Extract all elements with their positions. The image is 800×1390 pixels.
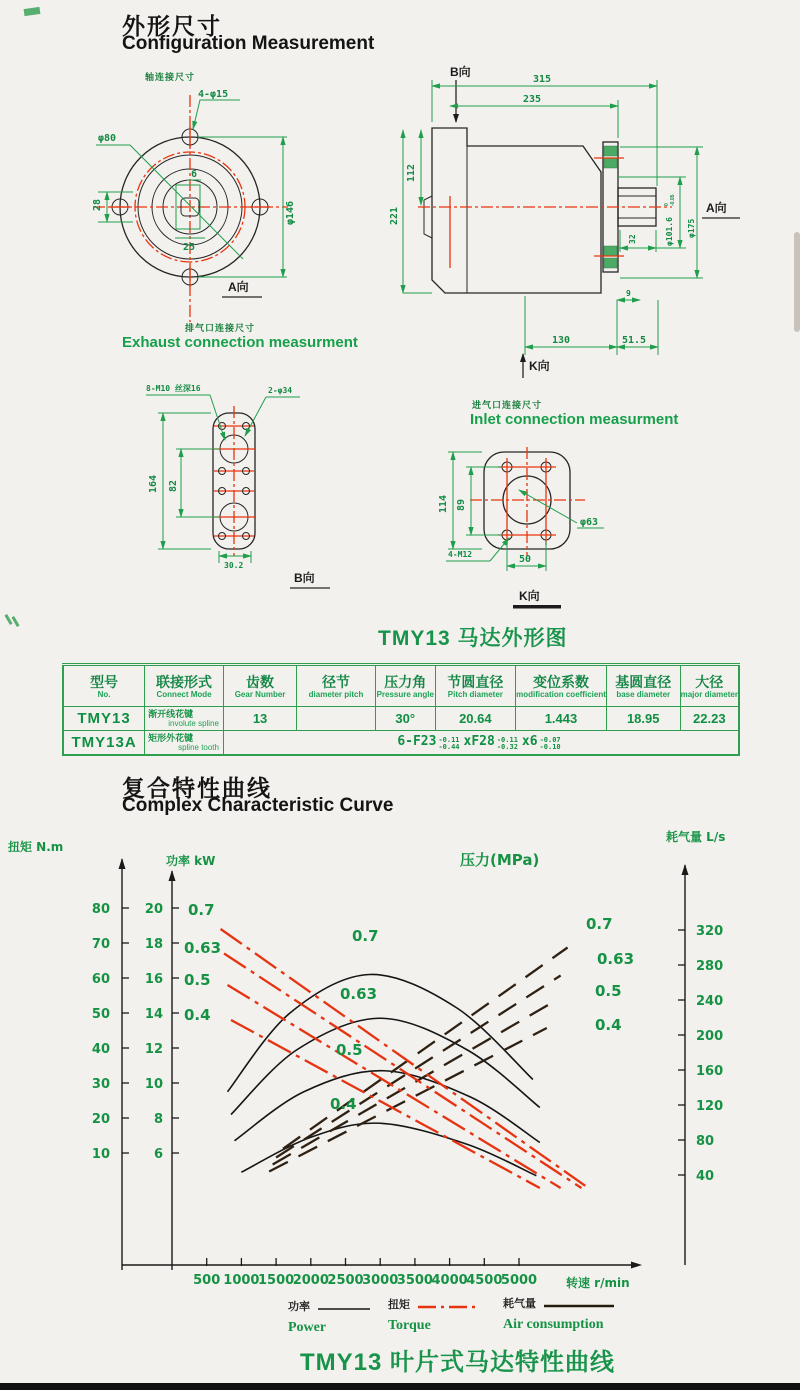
power-pressure-label: 0.63 xyxy=(340,985,378,1003)
power-pressure-label: 0.5 xyxy=(336,1041,363,1059)
torque-tick-label: 10 xyxy=(91,1147,110,1162)
air-tick-label: 200 xyxy=(696,1029,724,1044)
legend-power-line xyxy=(316,1305,372,1313)
pressure-axis-title: 压力(MPa) xyxy=(460,851,540,869)
view-label-b2: B向 xyxy=(294,571,315,585)
exhaust-label-en: Exhaust connection measurment xyxy=(122,334,358,351)
dim-bolt-holes: 4-φ15 xyxy=(198,89,229,100)
view-label-k2: K向 xyxy=(519,589,540,603)
spec-table xyxy=(62,663,740,756)
col-diameter-pitch: 径节 diameter pitch xyxy=(297,665,376,707)
power-tick-label: 20 xyxy=(144,902,163,917)
dim-inlet-threads: 4-M12 xyxy=(448,550,473,559)
dim-body-length: 235 xyxy=(523,94,542,105)
side-view xyxy=(389,64,740,378)
inlet-label-zh: 进气口连接尺寸 xyxy=(472,400,543,410)
shaft-connection-label: 轴连接尺寸 xyxy=(145,72,196,82)
front-view xyxy=(92,89,296,322)
axis-arrow xyxy=(169,870,176,881)
dim-inlet-pitch: 89 xyxy=(456,498,467,511)
section2-title-en: Complex Characteristic Curve xyxy=(122,795,394,816)
power-tick-label: 12 xyxy=(144,1042,163,1057)
axis-arrow xyxy=(682,864,689,875)
dim-spigot-tol-top: 0 xyxy=(664,203,670,206)
torque-pressure-label: 0.63 xyxy=(184,939,222,957)
torque-tick-label: 70 xyxy=(91,937,110,952)
torque-tick-label: 40 xyxy=(91,1042,110,1057)
dim-exhaust-length: 164 xyxy=(148,474,159,493)
col-connect-mode: 联接形式 Connect Mode xyxy=(145,665,224,707)
x-tick-label: 4500 xyxy=(466,1273,503,1288)
dim-exhaust-pitch: 82 xyxy=(168,479,179,492)
torque-pressure-label: 0.7 xyxy=(188,901,215,919)
table-row-tmy13a: TMY13A 矩形外花键 spline tooth 6-F23 -0.11 -0.44 xF28 -0.11 -0.32 x6 -0.07 -0.10 xyxy=(63,731,739,756)
x-tick-label: 500 xyxy=(193,1273,221,1288)
x-tick-label: 1000 xyxy=(223,1273,260,1288)
x-tick-label: 1500 xyxy=(258,1273,295,1288)
view-label-k: K向 xyxy=(529,359,550,373)
inlet-view xyxy=(438,447,604,609)
dim-key-width: 6 xyxy=(191,169,198,180)
section1-title-zh: 外形尺寸 xyxy=(122,13,222,39)
power-pressure-label: 0.7 xyxy=(352,927,379,945)
torque-tick-label: 30 xyxy=(91,1077,110,1092)
dim-exhaust-width: 30.2 xyxy=(224,561,244,570)
power-tick-label: 8 xyxy=(153,1112,163,1127)
power-tick-label: 16 xyxy=(144,972,163,987)
power-tick-label: 14 xyxy=(144,1007,163,1022)
curve-Power-0.7MPa xyxy=(228,974,533,1091)
spline-spec: 6-F23 -0.11 -0.44 xF28 -0.11 -0.32 x6 -0.07 -0.10 xyxy=(223,731,739,756)
dim-flange: φ146 xyxy=(285,200,296,225)
view-label-b: B向 xyxy=(450,65,471,79)
col-model: 型号 No. xyxy=(63,665,145,707)
dim-inlet-port: φ63 xyxy=(580,517,599,528)
dim-exhaust-threads: 8-M10 丝深16 xyxy=(146,384,201,393)
dim-small: 9 xyxy=(626,289,631,298)
col-major-diameter: 大径 major diameter xyxy=(680,665,739,707)
legend-air: 耗气量 Air consumption xyxy=(503,1295,616,1333)
dim-inlet-width: 50 xyxy=(519,554,532,565)
inlet-label-en: Inlet connection measurment xyxy=(470,411,679,428)
section1-title-en: Configuration Measurement xyxy=(122,33,375,54)
x-tick-label: 3500 xyxy=(396,1273,433,1288)
x-tick-label: 2000 xyxy=(292,1273,329,1288)
torque-pressure-label: 0.5 xyxy=(184,971,211,989)
table-row-tmy13: TMY13 渐开线花键 involute spline 13 30° 20.64 1.443 18.95 22.23 xyxy=(63,707,739,731)
air-tick-label: 240 xyxy=(696,994,724,1009)
torque-tick-label: 80 xyxy=(91,902,110,917)
air-pressure-label: 0.4 xyxy=(595,1016,622,1034)
x-tick-label: 3000 xyxy=(362,1273,399,1288)
torque-pressure-label: 0.4 xyxy=(184,1006,211,1024)
view-label-a2: A向 xyxy=(706,201,727,215)
curve-Power-0.63MPa xyxy=(231,1018,540,1114)
air-tick-label: 80 xyxy=(696,1134,715,1149)
x-tick-label: 5000 xyxy=(500,1273,538,1288)
scan-bottom-bar xyxy=(0,1383,800,1390)
dim-flange-dia: φ175 xyxy=(687,218,696,238)
x-axis-title: 转速 r/min xyxy=(566,1276,630,1290)
air-tick-label: 320 xyxy=(696,924,724,939)
air-pressure-label: 0.63 xyxy=(597,950,635,968)
torque-tick-label: 60 xyxy=(91,972,110,987)
legend-torque-line xyxy=(416,1303,480,1311)
x-tick-label: 4000 xyxy=(431,1273,468,1288)
dim-offset: 28 xyxy=(92,198,103,211)
dim-inlet-height: 114 xyxy=(438,494,449,513)
footer-caption: TMY13 叶片式马达特性曲线 xyxy=(300,1349,616,1376)
x-tick-label: 2500 xyxy=(327,1273,364,1288)
air-axis-title: 耗气量 L/s xyxy=(666,830,726,844)
dim-foot2: 51.5 xyxy=(622,335,647,346)
dim-spigot-tol-bot: -0.05 xyxy=(670,194,676,206)
power-tick-label: 10 xyxy=(144,1077,163,1092)
engineering-drawings xyxy=(0,0,800,660)
exhaust-label-zh: 排气口连接尺寸 xyxy=(185,323,256,333)
curve-Air-consumption-0.4MPa xyxy=(269,1028,547,1172)
air-tick-label: 120 xyxy=(696,1099,724,1114)
legend-air-line xyxy=(542,1302,616,1310)
axis-arrow xyxy=(119,858,126,869)
col-base-diameter: 基圆直径 base diameter xyxy=(606,665,680,707)
dim-bore: 25 xyxy=(183,242,196,253)
legend-torque: 扭矩 Torque xyxy=(388,1296,480,1334)
power-axis-title: 功率 kW xyxy=(166,854,216,868)
curve-Air-consumption-0.7MPa xyxy=(283,948,568,1149)
dim-spigot: φ101.6 xyxy=(665,217,674,246)
air-pressure-label: 0.7 xyxy=(586,915,613,933)
dim-overall-length: 315 xyxy=(533,74,552,85)
dim-height2: 221 xyxy=(389,206,400,225)
curve-Power-0.4MPa xyxy=(241,1123,536,1176)
curve-Torque-0.7MPa xyxy=(221,929,589,1188)
dim-exhaust-ports: 2-φ34 xyxy=(268,386,293,395)
view-label-a: A向 xyxy=(228,280,249,294)
table-header-row xyxy=(63,665,739,707)
power-tick-label: 18 xyxy=(144,937,163,952)
col-pitch-diameter: 节圆直径 Pitch diameter xyxy=(435,665,515,707)
torque-axis-title: 扭矩 N.m xyxy=(8,840,64,854)
axis-arrow xyxy=(631,1262,642,1269)
section2-title-zh: 复合特性曲线 xyxy=(122,775,272,801)
col-gear-number: 齿数 Gear Number xyxy=(223,665,296,707)
dim-foot1: 130 xyxy=(552,335,571,346)
air-tick-label: 280 xyxy=(696,959,724,974)
legend-power: 功率 Power xyxy=(288,1298,372,1336)
exhaust-view xyxy=(146,383,330,588)
col-modification-coefficient: 变位系数 modification coefficient xyxy=(516,665,607,707)
characteristic-curve-chart xyxy=(0,825,800,1295)
outline-drawing-caption: TMY13 马达外形图 xyxy=(378,627,568,650)
power-tick-label: 6 xyxy=(153,1147,163,1162)
dim-pilot: φ80 xyxy=(98,133,117,144)
torque-tick-label: 20 xyxy=(91,1112,110,1127)
power-pressure-label: 0.4 xyxy=(330,1095,357,1113)
torque-tick-label: 50 xyxy=(91,1007,110,1022)
col-pressure-angle: 压力角 Pressure angle xyxy=(375,665,435,707)
air-tick-label: 160 xyxy=(696,1064,724,1079)
air-tick-label: 40 xyxy=(696,1169,715,1184)
dim-height1: 112 xyxy=(406,163,417,182)
air-pressure-label: 0.5 xyxy=(595,982,622,1000)
dim-shaft-len: 32 xyxy=(628,234,637,244)
